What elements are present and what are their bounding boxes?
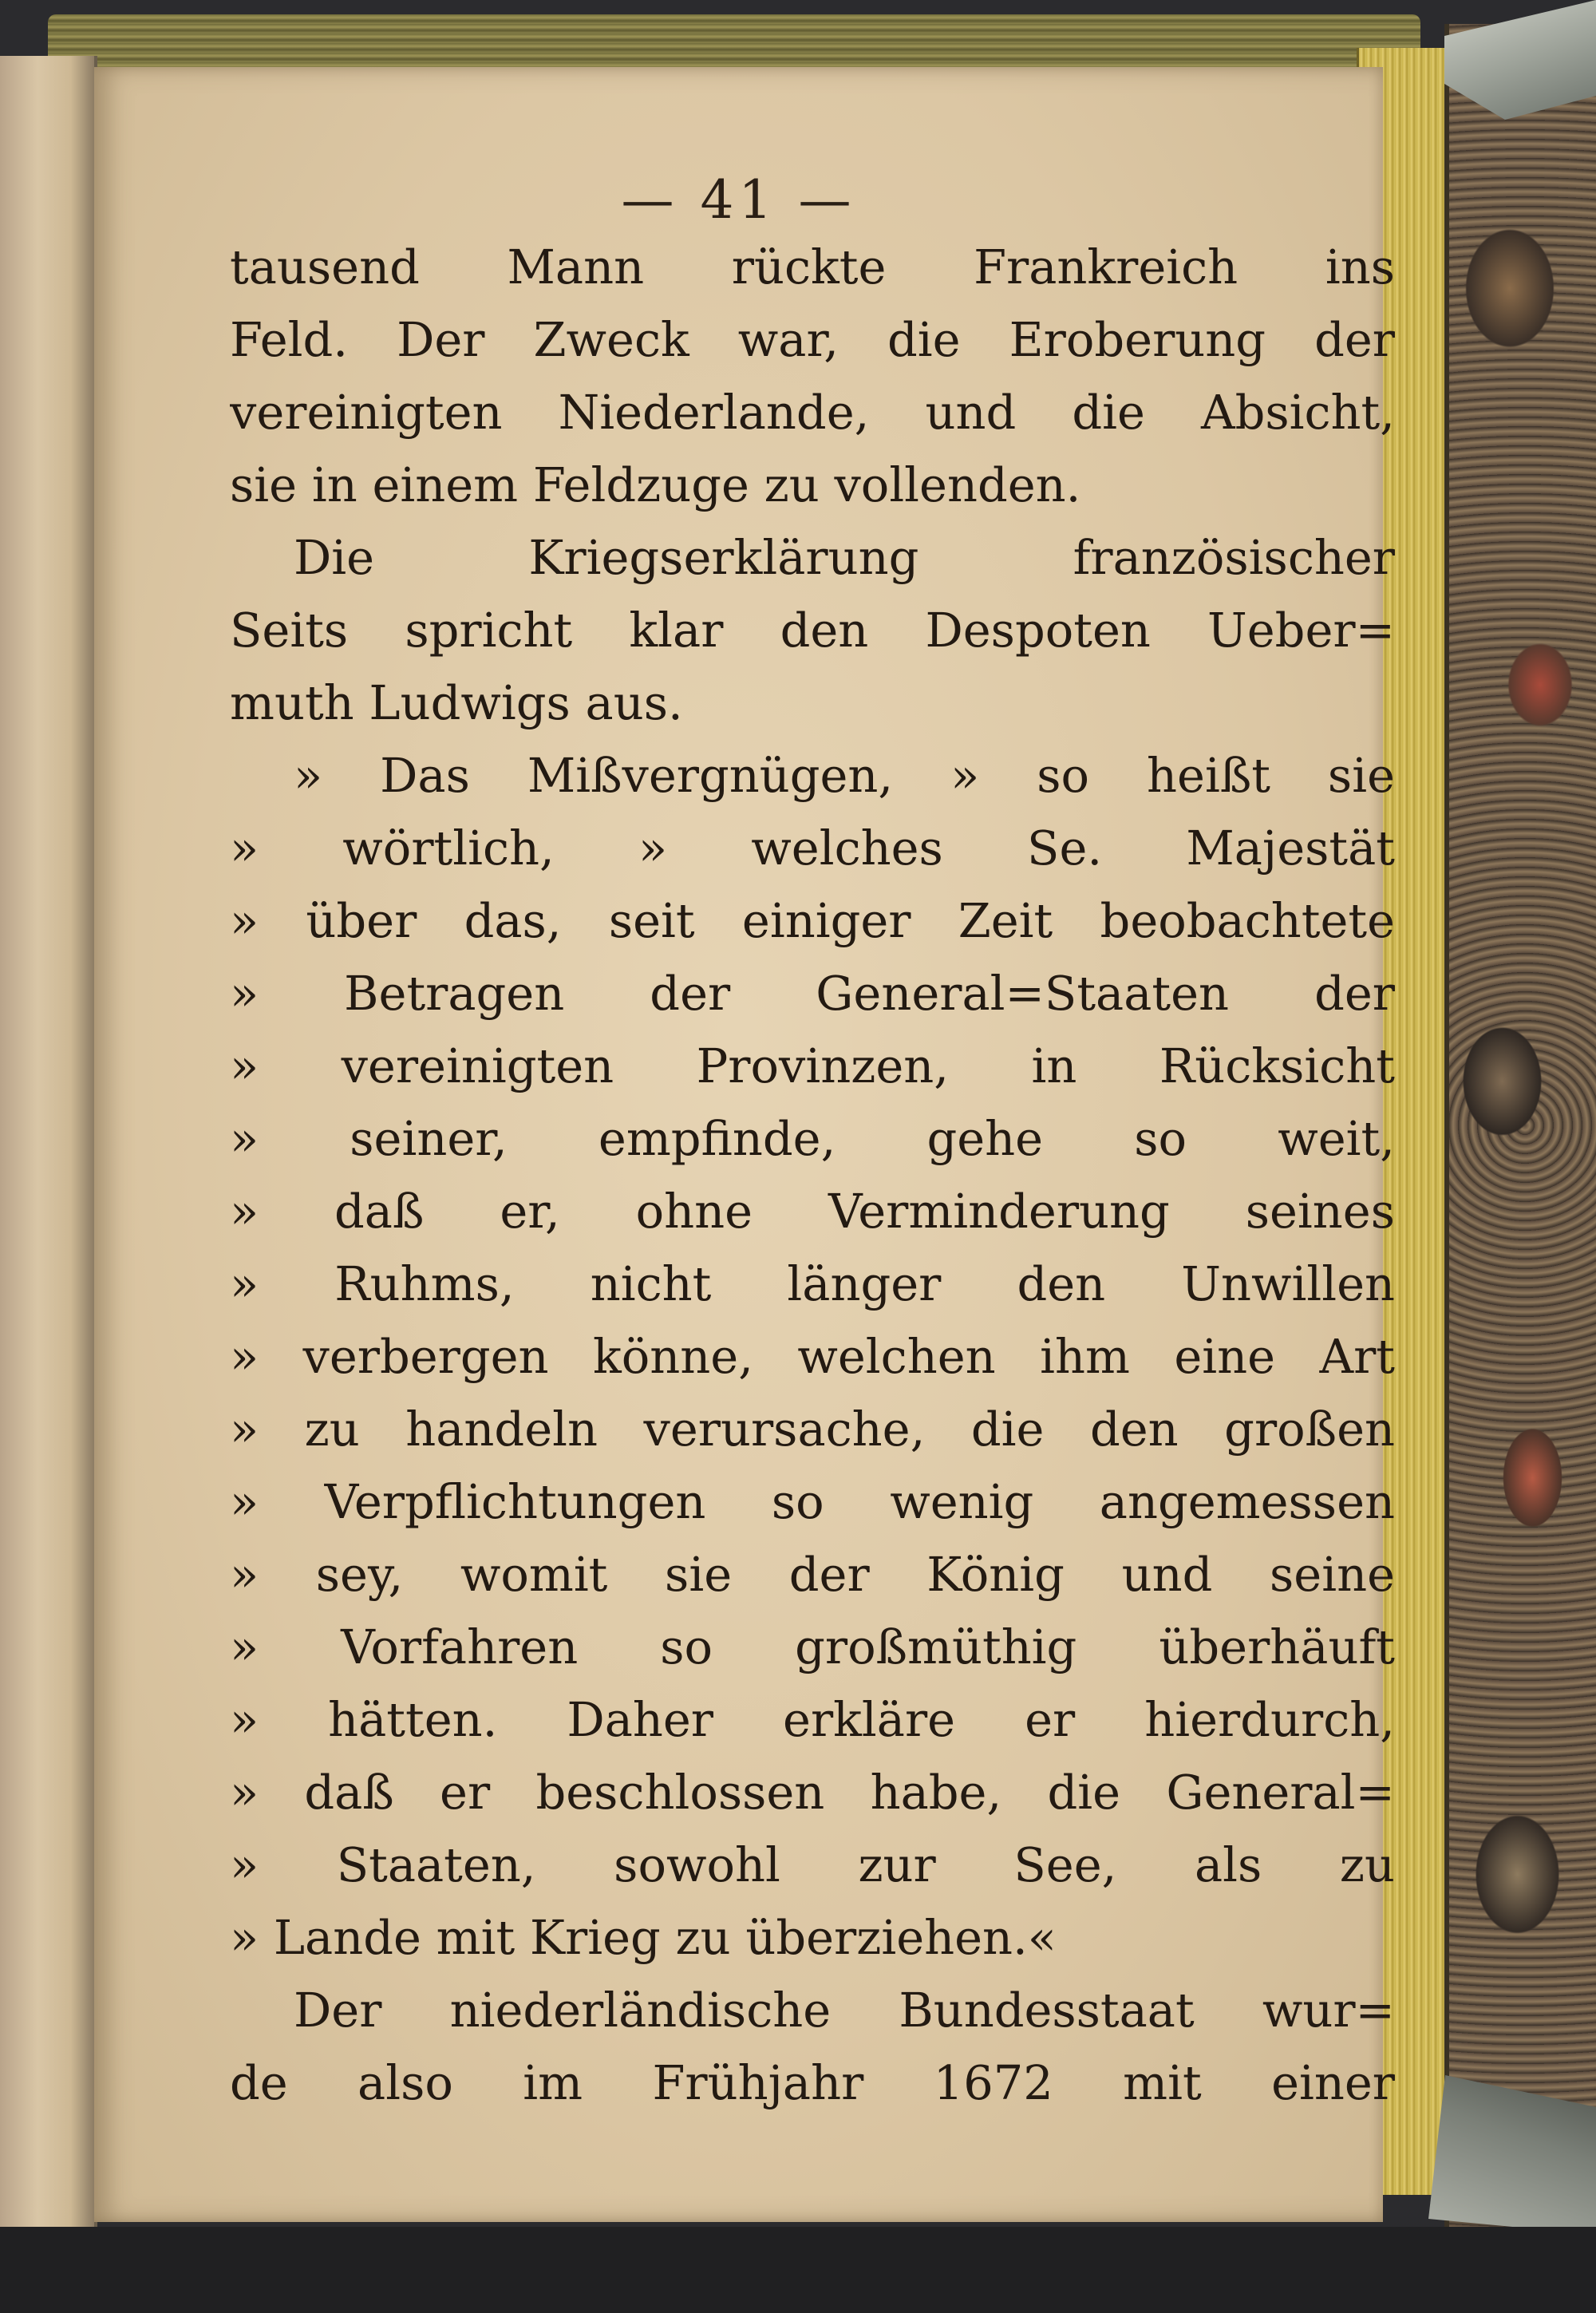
- quote-line: » verbergen könne, welchen ihm eine Art: [230, 1329, 1395, 1384]
- text-line: vereinigten Niederlande, und die Absicht,: [230, 385, 1395, 440]
- book-page: [94, 67, 1395, 2222]
- text-line: Seits spricht klar den Despoten Ueber=: [230, 603, 1395, 658]
- quote-line: » Verpflichtungen so wenig angemessen: [230, 1474, 1395, 1529]
- text-line: Die Kriegserklärung französischer: [294, 530, 1395, 585]
- book-top-edge: [48, 14, 1420, 70]
- quote-line: » Lande mit Krieg zu überziehen.«: [230, 1910, 1057, 1965]
- text-line: Der niederländische Bundesstaat wur=: [294, 1983, 1395, 2038]
- quote-line: » wörtlich, » welches Se. Majestät: [230, 820, 1395, 876]
- quote-line: » seiner, empfinde, gehe so weit,: [230, 1111, 1395, 1166]
- text-line: Feld. Der Zweck war, die Eroberung der: [230, 312, 1395, 367]
- quote-line: » daß er, ohne Verminderung seines: [230, 1184, 1395, 1239]
- text-line: muth Ludwigs aus.: [230, 675, 683, 730]
- quote-line: » Ruhms, nicht länger den Unwillen: [230, 1256, 1395, 1311]
- quote-line: » Staaten, sowohl zur See, als zu: [230, 1837, 1395, 1892]
- text-line: sie in einem Feldzuge zu vollenden.: [230, 457, 1081, 512]
- text-line: de also im Frühjahr 1672 mit einer: [230, 2055, 1395, 2110]
- quote-line: » Vorfahren so großmüthig überhäuft: [230, 1619, 1395, 1674]
- quote-line: » über das, seit einiger Zeit beobachtete: [230, 893, 1395, 948]
- background-surface: [0, 2227, 1596, 2313]
- text-line: tausend Mann rückte Frankreich ins: [230, 239, 1395, 295]
- page-text: [230, 231, 1395, 2119]
- quote-line: » Betragen der General=Staaten der: [230, 966, 1395, 1021]
- quote-line: » Das Mißvergnügen, » so heißt sie: [294, 748, 1395, 803]
- quote-line: » hätten. Daher erkläre er hierdurch,: [230, 1692, 1395, 1747]
- quote-line: » sey, womit sie der König und seine: [230, 1547, 1395, 1602]
- page-number: — 41 —: [621, 169, 856, 231]
- quote-line: » zu handeln verursache, die den großen: [230, 1402, 1395, 1457]
- marbled-cover: [1444, 24, 1596, 2227]
- previous-page-edge: [0, 56, 97, 2275]
- quote-line: » vereinigten Provinzen, in Rücksicht: [230, 1038, 1395, 1093]
- quote-line: » daß er beschlossen habe, die General=: [230, 1765, 1395, 1820]
